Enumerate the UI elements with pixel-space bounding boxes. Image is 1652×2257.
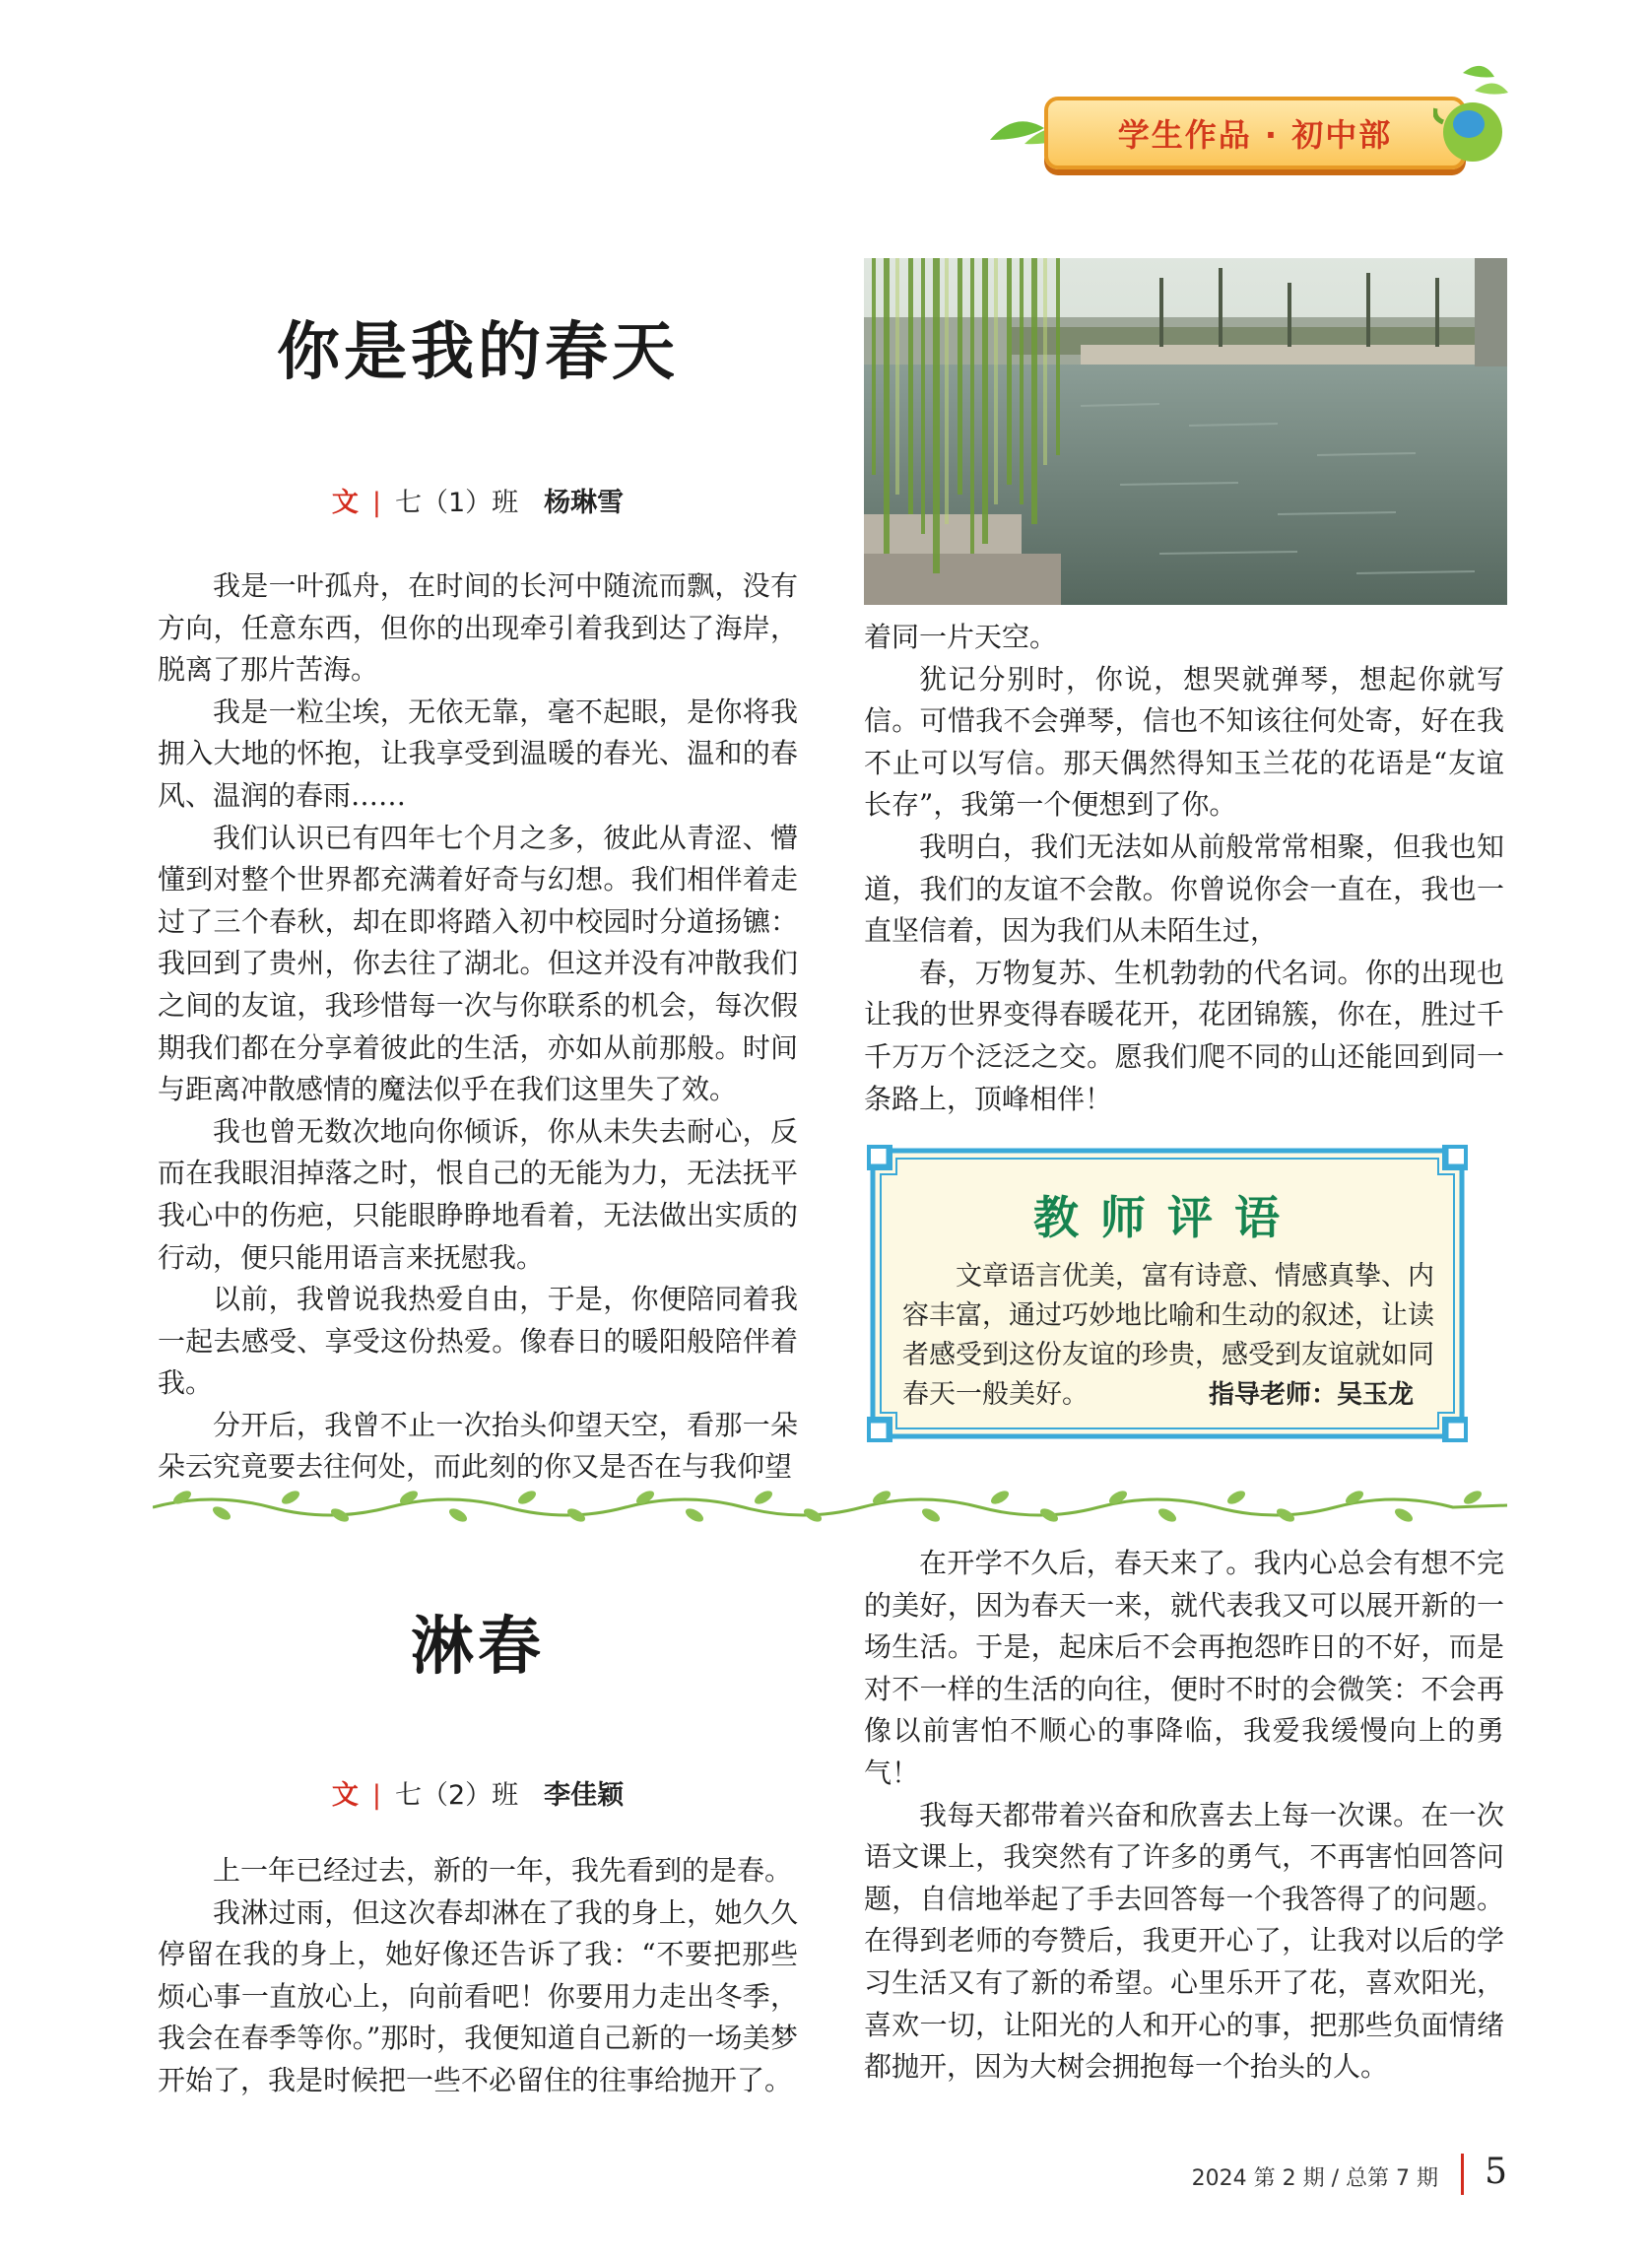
byline-divider: | [371,1780,381,1811]
article2-right-column [864,1543,1504,2089]
watering-can-icon [1433,63,1512,166]
comment-signature: 指导老师：吴玉龙 [1208,1380,1414,1410]
section-banner [975,59,1527,187]
page-number: 5 [1485,2152,1507,2192]
paragraph: 我明白，我们无法如从前般常常相聚，但我也知道，我们的友谊不会散。你曾说你会一直在，我也一直坚信着，因为我们从未陌生过， [864,830,1504,948]
byline-author: 李佳颖 [544,1780,625,1811]
comment-title: 教师评语 [1033,1191,1301,1244]
byline-wen: 文 [331,1780,359,1811]
paragraph: 我淋过雨，但这次春却淋在了我的身上，她久久停留在我的身上，她好像还告诉了我：“不要把那些烦心事一直放心上，向前看吧！你要用力走出冬季，我会在春季等你。”那时，我便知道自己新的一场美梦开始了，我是时候把一些不必留住的往事给抛开了。 [158,1895,798,2096]
byline-class: 七（1）班 [394,488,519,518]
paragraph: 分开后，我曾不止一次抬头仰望天空，看那一朵朵云究竟要去往何处，而此刻的你又是否在与我仰望 [158,1408,798,1484]
article1-left-column [158,565,798,1489]
byline-divider: | [371,488,381,518]
article2-byline [158,1773,798,1812]
article2-left-column [158,1850,798,2102]
section-banner-label: 学生作品 · 初中部 [1117,116,1393,154]
paragraph: 我每天都带着兴奋和欣喜去上每一次课。在一次语文课上，我突然有了许多的勇气，不再害怕回答问题，自信地举起了手去回答每一个我答得了的问题。在得到老师的夸赞后，我更开心了，让我对以后的学习生活又有了新的希望。心里乐开了花，喜欢阳光，喜欢一切，让阳光的人和开心的事，把那些负面情绪都抛开，因为大树会拥抱每一个抬头的人。 [864,1798,1504,2084]
issue-label: 2024 第 2 期 / 总第 7 期 [1191,2166,1438,2191]
byline-author: 杨琳雪 [544,488,625,518]
paragraph: 我是一叶孤舟，在时间的长河中随流而飘，没有方向，任意东西，但你的出现牵引着我到达了海岸，脱离了那片苦海。 [158,569,798,687]
byline-class: 七（2）班 [394,1780,519,1811]
vine-divider [153,1478,1507,1527]
page-footer [1084,2152,1507,2201]
byline-wen: 文 [331,488,359,518]
article1-title: 你是我的春天 [277,315,679,389]
article1-right-column [864,617,1504,1120]
comment-paragraph: 文章语言优美，富有诗意、情感真挚、内容丰富，通过巧妙地比喻和生动的叙述，让读者感受到这份友谊的珍贵，感受到友谊就如同春天一般美好。 [902,1261,1434,1410]
paragraph: 在开学不久后，春天来了。我内心总会有想不完的美好，因为春天一来，就代表我又可以展开新的一场生活。于是，起床后不会再抱怨昨日的不好，而是对不一样的生活的向往，便时不时的会微笑：不会再像以前害怕不顺心的事降临，我爱我缓慢向上的勇气！ [864,1547,1504,1789]
article2-title: 淋春 [411,1610,545,1684]
teacher-comment-box [867,1145,1468,1442]
footer-divider [1461,2154,1464,2195]
paragraph: 我是一粒尘埃，无依无靠，毫不起眼，是你将我拥入大地的怀抱，让我享受到温暖的春光、温和的春风、温润的春雨…… [158,695,798,812]
paragraph: 我也曾无数次地向你倾诉，你从未失去耐心，反而在我眼泪掉落之时，恨自己的无能为力，无法抚平我心中的伤疤，只能眼睁睁地看着，无法做出实质的行动，便只能用语言来抚慰我。 [158,1114,798,1274]
paragraph: 以前，我曾说我热爱自由，于是，你便陪同着我一起去感受、享受这份热爱。像春日的暖阳般陪伴着我。 [158,1283,798,1400]
willow-lake-photo [864,258,1507,605]
section-banner-plate [1044,97,1466,169]
paragraph: 犹记分别时，你说，想哭就弹琴，想起你就写信。可惜我不会弹琴，信也不知该往何处寄，好在我不止可以写信。那天偶然得知玉兰花的花语是“友谊长存”，我第一个便想到了你。 [864,662,1504,822]
paragraph-continuation: 着同一片天空。 [864,621,1058,653]
paragraph: 我们认识已有四年七个月之多，彼此从青涩、懵懂到对整个世界都充满着好奇与幻想。我们相伴着走过了三个春秋，却在即将踏入初中校园时分道扬镳：我回到了贵州，你去往了湖北。但这并没有冲散我们之间的友谊，我珍惜每一次与你联系的机会，每次假期我们都在分享着彼此的生活，亦如从前那般。时间与距离冲散感情的魔法似乎在我们这里失了效。 [158,821,798,1106]
article1-byline [158,481,798,519]
paragraph: 上一年已经过去，新的一年，我先看到的是春。 [213,1854,793,1887]
paragraph: 春，万物复苏、生机勃勃的代名词。你的出现也让我的世界变得春暖花开，花团锦簇，你在，胜过千千万万个泛泛之交。愿我们爬不同的山还能回到同一条路上，顶峰相伴！ [864,956,1504,1115]
